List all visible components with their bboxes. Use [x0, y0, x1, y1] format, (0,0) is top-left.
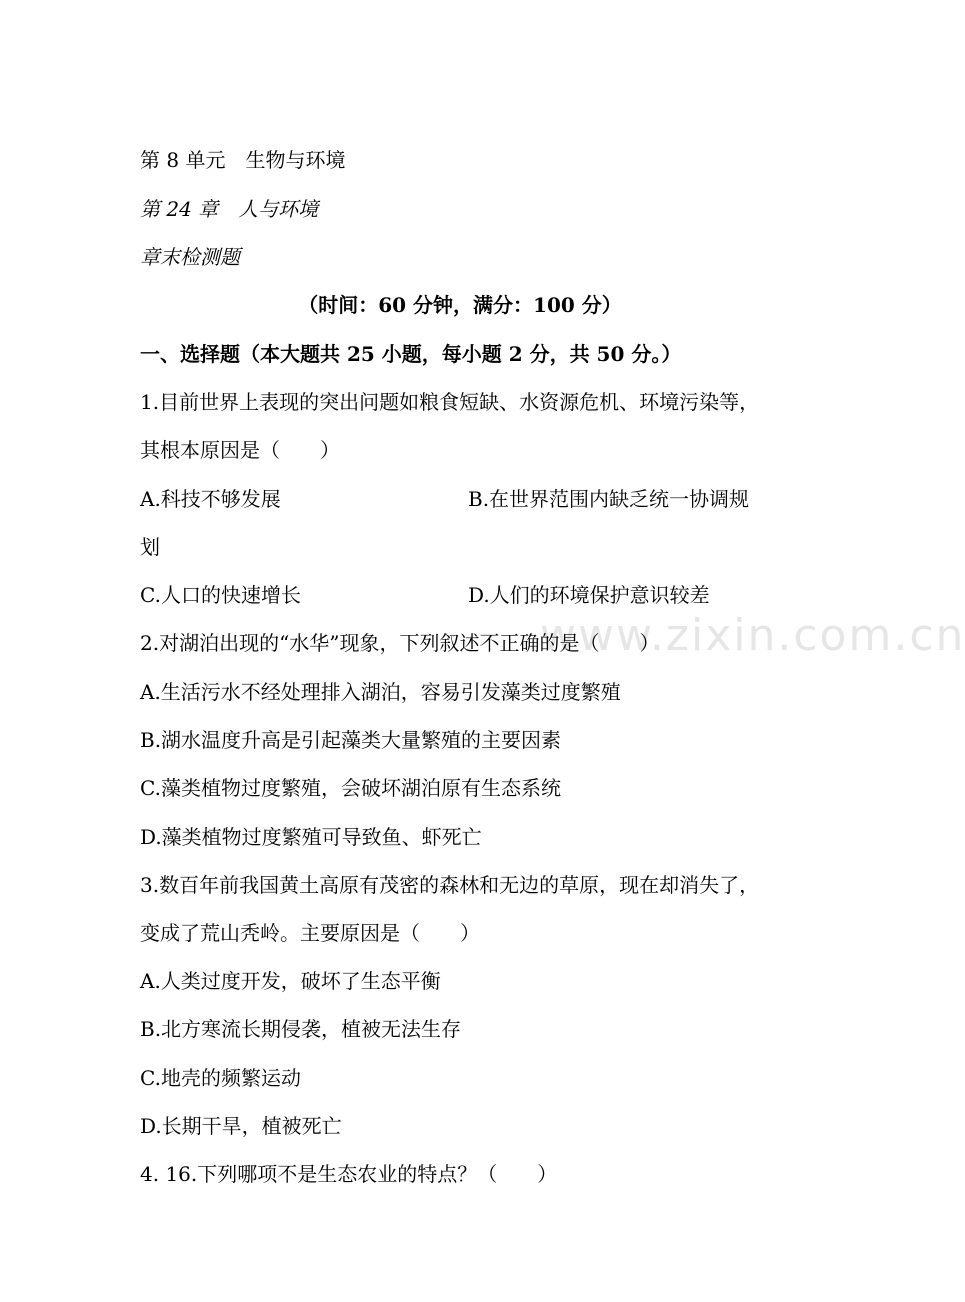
- q1-option-d: D.人们的环境保护意识较差: [468, 583, 710, 607]
- q4-stem: 4. 16.下列哪项不是生态农业的特点？（ ）: [140, 1162, 558, 1186]
- watermark: www.zixin.com.cn: [540, 610, 965, 661]
- unit-heading: 第 8 单元 生物与环境: [140, 148, 346, 172]
- q3-option-a: A.人类过度开发，破坏了生态平衡: [140, 969, 441, 993]
- q2-stem: 2.对湖泊出现的“水华”现象，下列叙述不正确的是（ ）: [140, 631, 660, 655]
- section-title: 一、选择题（本大题共 25 小题，每小题 2 分，共 50 分。）: [140, 342, 682, 366]
- q1-stem-line2: 其根本原因是（ ）: [140, 438, 340, 462]
- q1-option-c: C.人口的快速增长: [140, 583, 301, 607]
- q3-stem-line2: 变成了荒山秃岭。主要原因是（ ）: [140, 921, 480, 945]
- q1-option-b: B.在世界范围内缺乏统一协调规: [468, 487, 750, 511]
- q1-option-a: A.科技不够发展: [140, 487, 281, 511]
- q2-option-c: C.藻类植物过度繁殖，会破坏湖泊原有生态系统: [140, 776, 561, 800]
- q1-option-b-cont: 划: [140, 535, 160, 559]
- exam-info: （时间：60 分钟，满分：100 分）: [298, 293, 622, 317]
- q3-option-d: D.长期干旱，植被死亡: [140, 1114, 342, 1138]
- q2-option-d: D.藻类植物过度繁殖可导致鱼、虾死亡: [140, 825, 482, 849]
- q2-option-a: A.生活污水不经处理排入湖泊，容易引发藻类过度繁殖: [140, 680, 621, 704]
- q3-option-b: B.北方寒流长期侵袭，植被无法生存: [140, 1017, 462, 1041]
- q1-stem-line1: 1.目前世界上表现的突出问题如粮食短缺、水资源危机、环境污染等，: [140, 390, 760, 414]
- q3-stem-line1: 3.数百年前我国黄土高原有茂密的森林和无边的草原，现在却消失了，: [140, 873, 760, 897]
- test-title: 章末检测题: [140, 245, 240, 269]
- chapter-heading: 第 24 章 人与环境: [140, 197, 319, 221]
- q3-option-c: C.地壳的频繁运动: [140, 1066, 301, 1090]
- q2-option-b: B.湖水温度升高是引起藻类大量繁殖的主要因素: [140, 728, 562, 752]
